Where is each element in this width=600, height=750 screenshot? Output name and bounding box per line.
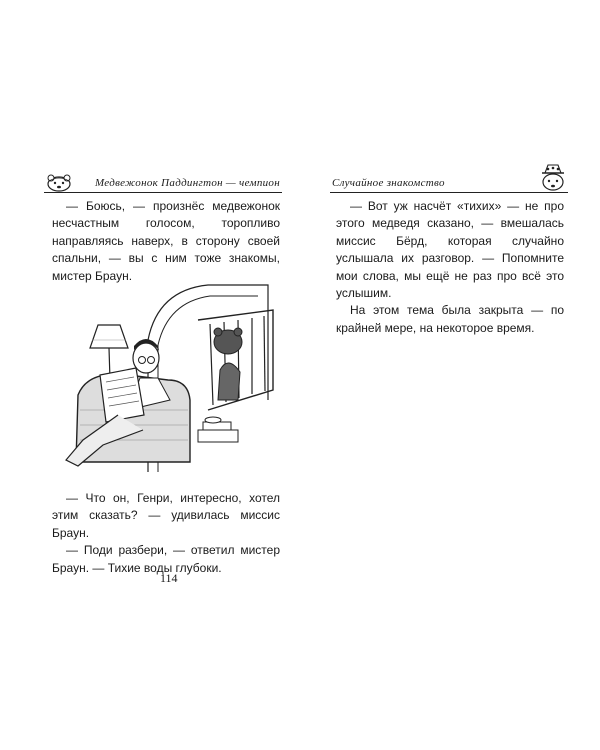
running-title: Медвежонок Паддингтон — чемпион: [94, 177, 280, 189]
left-running-header: [44, 170, 282, 193]
paragraph: — Поди разбери, — ответил мистер Браун. — Тихие воды глубоки.: [52, 543, 280, 575]
right-page: [300, 0, 600, 750]
text-block: [336, 198, 564, 337]
text-block-bottom: [52, 490, 280, 577]
paragraph: — Что он, Генри, интересно, хотел этим сказать? — удивилась миссис Браун.: [52, 491, 280, 540]
page-number: 114: [160, 571, 178, 585]
paragraph: — Вот уж насчёт «тихих» — не про этого медведя сказано, — вмешалась миссис Бёрд, которая случайно услышала их разговор. — Попомните мои слова, мы ещё не раз про всё это услышим.: [336, 199, 564, 301]
right-running-header: [330, 170, 568, 193]
text-block-top: [52, 198, 280, 285]
bear-with-hat-icon: [538, 162, 568, 192]
bear-head-icon: [44, 172, 74, 192]
running-title: Случайное знакомство: [332, 177, 445, 189]
illustration-man-reading-newspaper: [58, 280, 280, 472]
paragraph: — Боюсь, — произнёс медвежонок несчастным голосом, торопливо направляясь наверх, в сторону своей спальни, — вы с ним тоже знакомы, мистер Браун.: [52, 199, 280, 283]
paragraph: На этом тема была закрыта — по крайней мере, на некоторое время.: [336, 303, 564, 335]
